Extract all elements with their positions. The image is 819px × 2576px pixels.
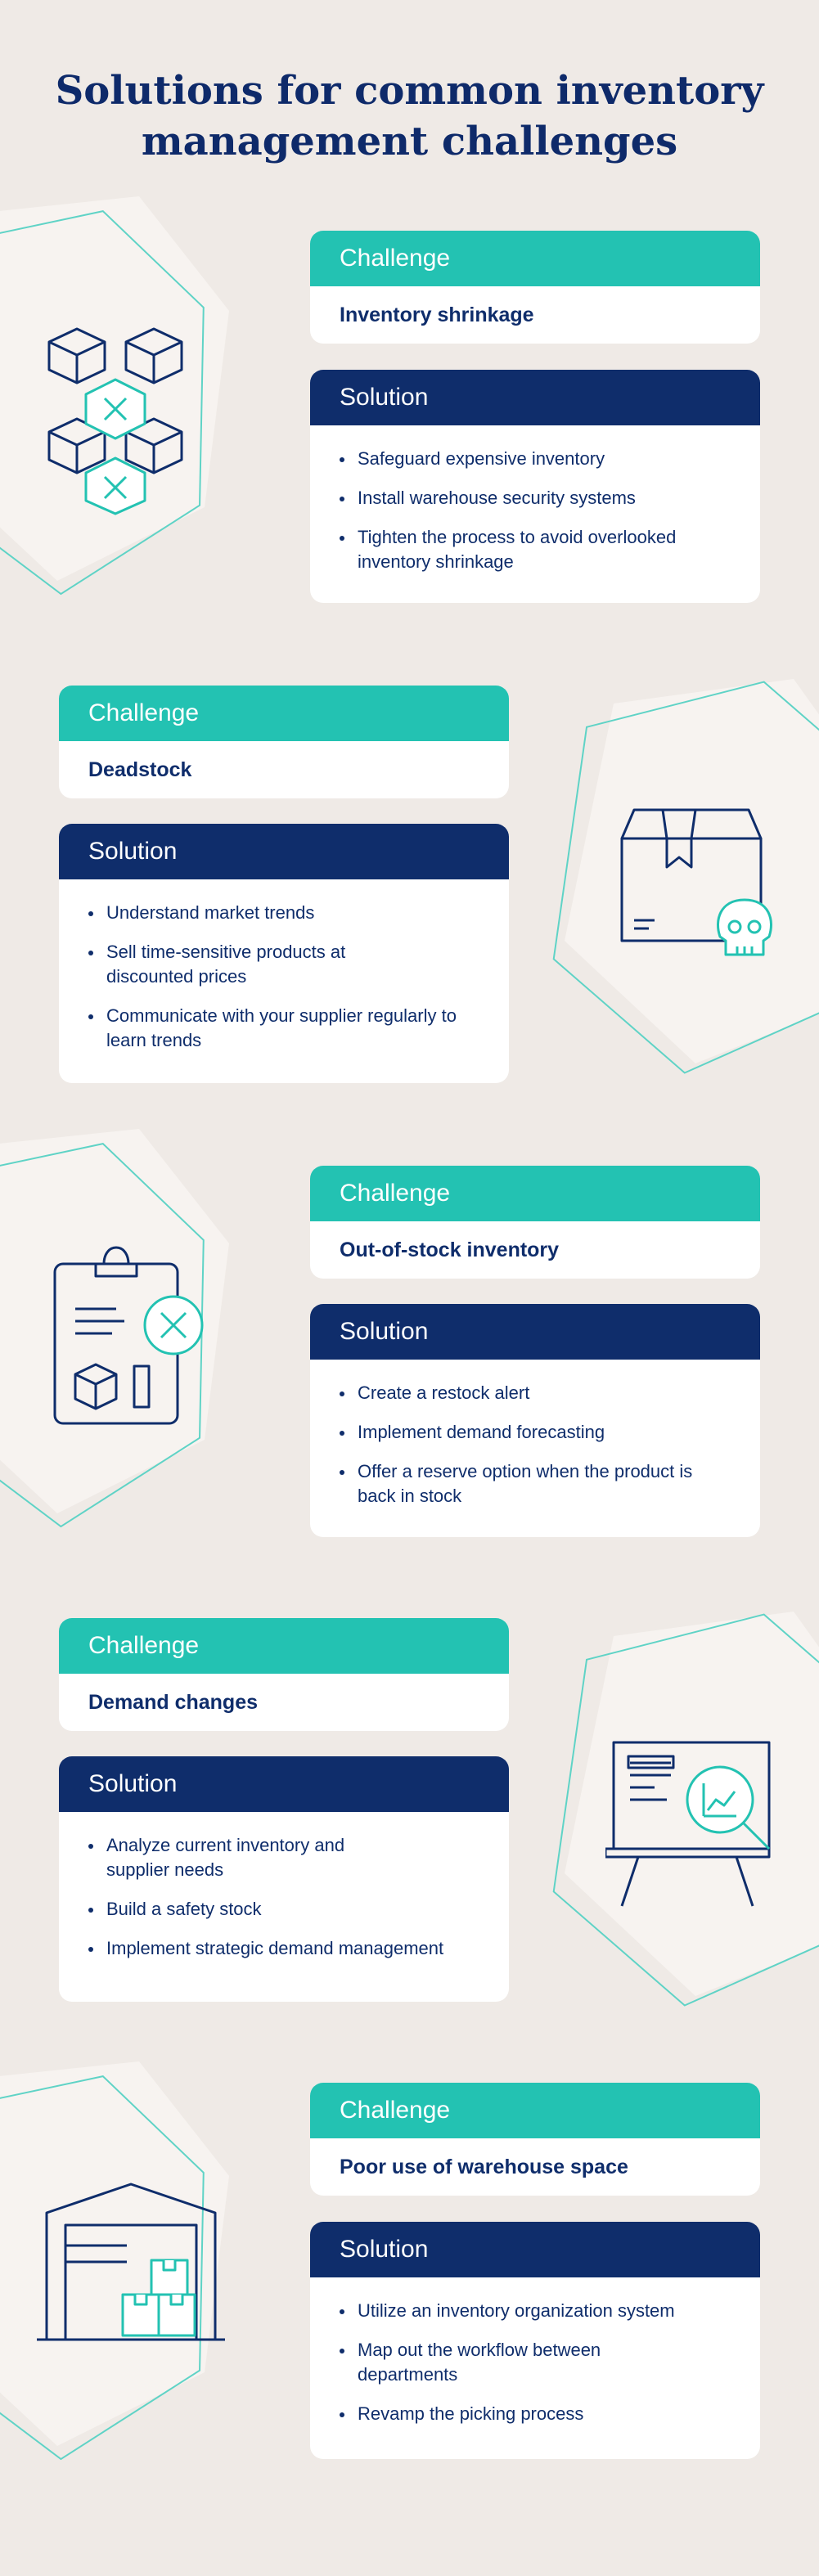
solution-label: Solution [310, 370, 760, 425]
solution-card [310, 1304, 760, 1537]
demand-analysis-chart-icon [605, 1738, 794, 1910]
solution-item: Communicate with your supplier regularly to learn trends [88, 1004, 465, 1053]
solution-card [310, 2222, 760, 2459]
solution-item: Map out the workflow between departments [340, 2338, 650, 2387]
page-title: Solutions for common inventory management challenges [55, 68, 764, 164]
solution-item: Analyze current inventory and supplier needs [88, 1833, 383, 1882]
solution-list [310, 425, 760, 599]
solution-item: Understand market trends [88, 901, 479, 925]
solution-item: Sell time-sensitive products at discounted prices [88, 940, 383, 989]
challenge-label: Challenge [310, 2083, 760, 2138]
solution-item: Offer a reserve option when the product is back in stock [340, 1459, 700, 1508]
section-out-of-stock [0, 1129, 819, 1554]
warehouse-icon [37, 2180, 233, 2344]
solution-list [59, 879, 509, 1077]
solution-list [59, 1812, 509, 1985]
section-inventory-shrinkage [0, 196, 819, 622]
solution-item: Tighten the process to avoid overlooked inventory shrinkage [340, 525, 700, 574]
solution-card [59, 824, 509, 1083]
solution-item: Safeguard expensive inventory [340, 447, 731, 471]
deadstock-box-skull-icon [618, 806, 790, 969]
shrinkage-cubes-icon [41, 319, 196, 515]
section-demand-changes [0, 1587, 819, 2029]
challenge-text: Inventory shrinkage [340, 303, 534, 326]
challenge-label: Challenge [310, 1166, 760, 1221]
challenge-card [59, 686, 509, 798]
solution-item: Utilize an inventory organization system [340, 2299, 731, 2323]
clipboard-out-of-stock-icon [51, 1243, 214, 1432]
challenge-card [59, 1618, 509, 1731]
solution-item: Implement demand forecasting [340, 1420, 731, 1445]
challenge-card [310, 2083, 760, 2196]
challenge-text: Poor use of warehouse space [340, 2155, 628, 2178]
solution-label: Solution [310, 2222, 760, 2277]
challenge-text: Out-of-stock inventory [340, 1238, 560, 1261]
solution-item: Install warehouse security systems [340, 486, 731, 510]
section-deadstock [0, 654, 819, 1096]
challenge-card [310, 1166, 760, 1279]
solution-item: Build a safety stock [88, 1897, 479, 1922]
solution-list [310, 1360, 760, 1533]
solution-label: Solution [310, 1304, 760, 1360]
solution-card [310, 370, 760, 603]
challenge-label: Challenge [59, 686, 509, 741]
solution-label: Solution [59, 824, 509, 879]
solution-item: Create a restock alert [340, 1381, 731, 1405]
solution-list [310, 2277, 760, 2451]
challenge-label: Challenge [310, 231, 760, 286]
challenge-label: Challenge [59, 1618, 509, 1674]
challenge-text: Deadstock [88, 758, 192, 781]
section-warehouse-space [0, 2061, 819, 2487]
solution-label: Solution [59, 1756, 509, 1812]
solution-item: Implement strategic demand management [88, 1936, 479, 1961]
solution-item: Revamp the picking process [340, 2402, 731, 2426]
solution-card [59, 1756, 509, 2002]
challenge-text: Demand changes [88, 1690, 259, 1714]
challenge-card [310, 231, 760, 344]
